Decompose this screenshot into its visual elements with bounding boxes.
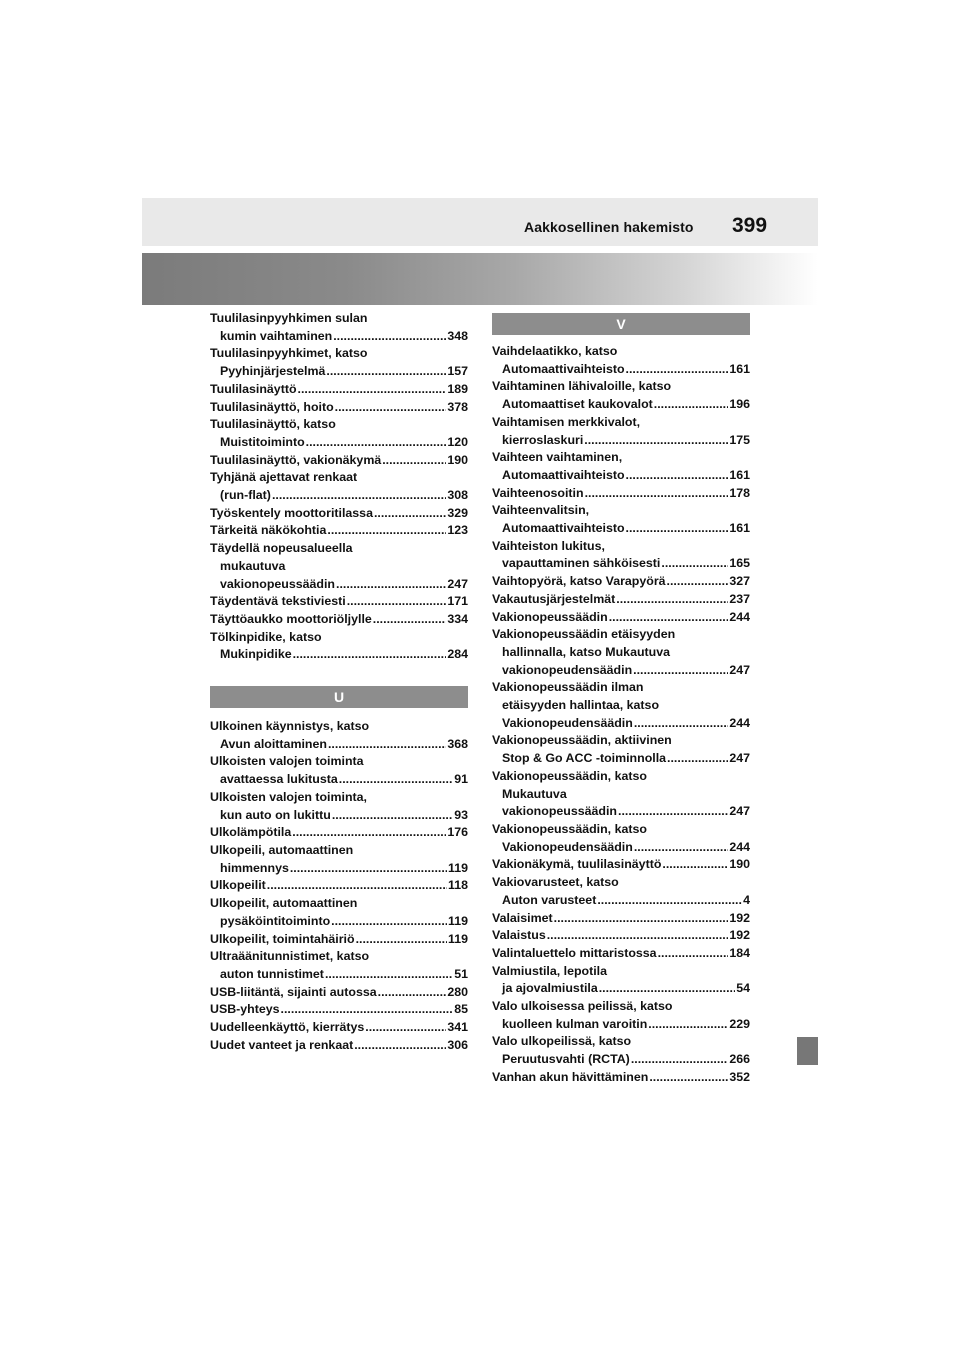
index-page-reference: 247 bbox=[729, 804, 750, 819]
index-entry-text: Pyyhinjärjestelmä bbox=[220, 364, 326, 379]
index-entry-text: Valo ulkopeilissä, katso bbox=[492, 1034, 632, 1049]
index-page-reference: 91 bbox=[454, 772, 468, 787]
index-entry-leader-row bbox=[492, 432, 750, 450]
dot-leader bbox=[327, 522, 446, 540]
dot-leader bbox=[325, 966, 453, 984]
index-entry bbox=[492, 626, 750, 679]
index-page-reference: 161 bbox=[729, 361, 750, 376]
index-page-reference: 161 bbox=[729, 521, 750, 536]
dot-leader bbox=[584, 432, 728, 450]
index-entry bbox=[210, 469, 468, 504]
index-entry bbox=[210, 895, 468, 930]
index-entry bbox=[210, 505, 468, 523]
dot-leader bbox=[281, 1001, 454, 1019]
index-entry bbox=[210, 877, 468, 895]
index-entry-leader-row bbox=[492, 1069, 750, 1087]
index-entry-leader-row bbox=[210, 399, 468, 417]
dot-leader bbox=[292, 824, 446, 842]
index-entry bbox=[210, 522, 468, 540]
index-entry bbox=[210, 842, 468, 877]
index-entry-text: Vakionopeudensäädin bbox=[502, 715, 633, 730]
index-entry-text: Auton varusteet bbox=[502, 892, 597, 907]
index-entry-text: Tyhjänä ajettavat renkaat bbox=[210, 470, 358, 485]
dot-leader bbox=[654, 396, 729, 414]
index-entry-text: Tuulilasinäyttö bbox=[210, 381, 297, 396]
index-entry-text: Vakionopeussäädin bbox=[492, 609, 608, 624]
index-entry-text: vakionopeussäädin bbox=[220, 576, 335, 591]
index-page-reference: 161 bbox=[729, 467, 750, 482]
dot-leader bbox=[374, 505, 446, 523]
decorative-gradient-band bbox=[142, 253, 818, 305]
index-page-reference: 247 bbox=[729, 751, 750, 766]
index-entry-text: vapauttaminen sähköisesti bbox=[502, 556, 661, 571]
dot-leader bbox=[667, 573, 729, 591]
dot-leader bbox=[354, 1037, 446, 1055]
index-page-reference: 247 bbox=[447, 576, 468, 591]
index-entry-text: Muistitoiminto bbox=[220, 434, 305, 449]
dot-leader bbox=[631, 1051, 729, 1069]
dot-leader bbox=[267, 877, 447, 895]
index-page-reference: 120 bbox=[447, 434, 468, 449]
index-entry-text: pysäköintitoiminto bbox=[220, 913, 331, 928]
dot-leader bbox=[382, 452, 446, 470]
index-entry-leader-row bbox=[492, 1051, 750, 1069]
index-entry-text: Tuulilasinäyttö, hoito bbox=[210, 399, 334, 414]
index-entry-text: Vakionopeussäädin, katso bbox=[492, 821, 647, 836]
index-entry-text: Automaattivaihteisto bbox=[502, 361, 625, 376]
index-page-reference: 190 bbox=[729, 857, 750, 872]
index-entry-text: Työskentely moottoritilassa bbox=[210, 505, 373, 520]
dot-leader bbox=[339, 771, 453, 789]
index-entry bbox=[492, 945, 750, 963]
dot-leader bbox=[333, 328, 446, 346]
dot-leader bbox=[332, 807, 453, 825]
index-page-reference: 192 bbox=[729, 928, 750, 943]
index-entry-leader-row bbox=[210, 824, 468, 842]
index-page-reference: 157 bbox=[447, 364, 468, 379]
index-entry-text: Uudet vanteet ja renkaat bbox=[210, 1037, 354, 1052]
index-page-reference: 118 bbox=[448, 878, 468, 893]
index-entry-text: vakionopeussäädin bbox=[502, 804, 617, 819]
dot-leader bbox=[633, 662, 728, 680]
index-entry bbox=[210, 1037, 468, 1055]
index-entry-leader-row bbox=[210, 522, 468, 540]
index-entry-leader-row bbox=[492, 555, 750, 573]
index-entry-leader-row bbox=[210, 736, 468, 754]
index-entry bbox=[492, 485, 750, 503]
dot-leader bbox=[618, 803, 728, 821]
index-page-reference: 308 bbox=[447, 488, 468, 503]
index-entry bbox=[210, 452, 468, 470]
index-entry bbox=[210, 1019, 468, 1037]
index-entry-text: Vaihtaminen lähivaloille, katso bbox=[492, 379, 672, 394]
index-entry bbox=[492, 732, 750, 767]
index-entry bbox=[492, 821, 750, 856]
index-page-reference: 247 bbox=[729, 662, 750, 677]
index-entry-text: Vaihteiston lukitus, bbox=[492, 538, 605, 553]
dot-leader bbox=[554, 910, 729, 928]
index-page-reference: 93 bbox=[454, 807, 468, 822]
dot-leader bbox=[365, 1019, 446, 1037]
index-entry bbox=[210, 984, 468, 1002]
index-entry-text: avattaessa lukitusta bbox=[220, 772, 338, 787]
dot-leader bbox=[648, 1016, 728, 1034]
index-page-reference: 165 bbox=[729, 556, 750, 571]
index-page-reference: 244 bbox=[729, 609, 750, 624]
index-entry-text: Vakionopeussäädin, aktiivinen bbox=[492, 733, 672, 748]
index-entry-text: Automaattivaihteisto bbox=[502, 467, 625, 482]
index-entry-leader-row bbox=[492, 856, 750, 874]
index-entry-text: Vakionopeudensäädin bbox=[502, 839, 633, 854]
index-entry bbox=[210, 399, 468, 417]
index-page-reference: 85 bbox=[454, 1002, 468, 1017]
index-entry bbox=[210, 789, 468, 824]
index-entry-leader-row bbox=[492, 910, 750, 928]
index-entry-text: Ulkopeilit, toimintahäiriö bbox=[210, 931, 355, 946]
index-entry-text: Vaihteenvalitsin, bbox=[492, 503, 590, 518]
index-entry-leader-row bbox=[492, 1016, 750, 1034]
index-entry-text: Ulkopeili, automaattinen bbox=[210, 842, 354, 857]
index-entry bbox=[210, 593, 468, 611]
index-entry-text: Automaattiset kaukovalot bbox=[502, 397, 653, 412]
index-page-reference: 306 bbox=[447, 1037, 468, 1052]
index-page-reference: 334 bbox=[447, 611, 468, 626]
dot-leader bbox=[331, 913, 447, 931]
index-entry-text: USB-yhteys bbox=[210, 1002, 280, 1017]
dot-leader bbox=[597, 892, 742, 910]
index-entry-text: Ultraäänitunnistimet, katso bbox=[210, 949, 370, 964]
index-entry bbox=[210, 753, 468, 788]
index-entry-text: Täydentävä tekstiviesti bbox=[210, 594, 346, 609]
index-entry-text: Peruutusvahti (RCTA) bbox=[502, 1052, 630, 1067]
index-page-reference: 244 bbox=[729, 839, 750, 854]
dot-leader bbox=[626, 467, 729, 485]
index-entry-leader-row bbox=[210, 984, 468, 1002]
index-entry-text: Valmiustila, lepotila bbox=[492, 963, 607, 978]
dot-leader bbox=[347, 593, 447, 611]
index-page-reference: 284 bbox=[447, 647, 468, 662]
index-entry-leader-row bbox=[492, 803, 750, 821]
section-heading-v: V bbox=[492, 313, 750, 335]
index-entry bbox=[492, 768, 750, 821]
index-entry bbox=[492, 910, 750, 928]
dot-leader bbox=[328, 736, 446, 754]
index-entry-text: Tuulilasinäyttö, katso bbox=[210, 417, 336, 432]
index-page-reference: 341 bbox=[447, 1020, 468, 1035]
page-number: 399 bbox=[732, 214, 768, 237]
index-entry-leader-row bbox=[210, 931, 468, 949]
index-entry-leader-row bbox=[210, 1037, 468, 1055]
index-entry-leader-row bbox=[492, 467, 750, 485]
index-entry bbox=[492, 449, 750, 484]
index-column-left bbox=[210, 310, 468, 1054]
index-entry-text: kumin vaihtaminen bbox=[220, 328, 333, 343]
dot-leader bbox=[649, 1069, 728, 1087]
dot-leader bbox=[306, 434, 447, 452]
index-page-reference: 378 bbox=[447, 399, 468, 414]
entry-list-t bbox=[210, 310, 468, 664]
index-page-reference: 244 bbox=[729, 715, 750, 730]
index-page-reference: 119 bbox=[448, 913, 468, 928]
index-entry-text: Ulkopeilit, automaattinen bbox=[210, 896, 358, 911]
index-page-reference: 51 bbox=[454, 966, 468, 981]
index-entry-text: Tärkeitä näkökohtia bbox=[210, 523, 327, 538]
index-page-reference: 171 bbox=[447, 594, 468, 609]
index-entry bbox=[210, 824, 468, 842]
dot-leader bbox=[290, 860, 447, 878]
index-entry-leader-row bbox=[492, 839, 750, 857]
index-page-reference: 280 bbox=[447, 984, 468, 999]
index-entry-leader-row bbox=[210, 1019, 468, 1037]
index-entry-text: Ulkoinen käynnistys, katso bbox=[210, 719, 370, 734]
index-entry-text: Vaihdelaatikko, katso bbox=[492, 344, 618, 358]
dot-leader bbox=[661, 555, 728, 573]
index-entry-leader-row bbox=[210, 452, 468, 470]
index-entry-leader-row bbox=[210, 381, 468, 399]
index-entry bbox=[210, 718, 468, 753]
dot-leader bbox=[634, 839, 728, 857]
index-entry-leader-row bbox=[210, 576, 468, 594]
index-entry bbox=[210, 345, 468, 380]
index-entry-leader-row bbox=[492, 927, 750, 945]
index-entry-text: Valintaluettelo mittaristossa bbox=[492, 945, 657, 960]
index-entry bbox=[492, 591, 750, 609]
index-entry bbox=[492, 927, 750, 945]
dot-leader bbox=[626, 361, 729, 379]
dot-leader bbox=[272, 487, 446, 505]
index-column-right bbox=[492, 313, 750, 1087]
index-entry bbox=[210, 931, 468, 949]
header-bar bbox=[142, 198, 818, 246]
index-entry bbox=[492, 1033, 750, 1068]
dot-leader bbox=[547, 927, 729, 945]
dot-leader bbox=[585, 485, 729, 503]
index-entry-leader-row bbox=[492, 609, 750, 627]
dot-leader bbox=[293, 646, 447, 664]
index-entry-leader-row bbox=[492, 945, 750, 963]
dot-leader bbox=[599, 980, 735, 998]
index-entry-leader-row bbox=[210, 646, 468, 664]
index-entry-leader-row bbox=[210, 363, 468, 381]
index-entry-leader-row bbox=[210, 807, 468, 825]
dot-leader bbox=[667, 750, 728, 768]
index-entry-leader-row bbox=[210, 860, 468, 878]
index-entry-leader-row bbox=[210, 1001, 468, 1019]
index-page-reference: 54 bbox=[736, 981, 750, 996]
index-entry-leader-row bbox=[210, 593, 468, 611]
index-entry-leader-row bbox=[210, 487, 468, 505]
index-page-reference: 348 bbox=[447, 328, 468, 343]
index-entry-text: himmennys bbox=[220, 860, 289, 875]
index-entry-text: Vaihtamisen merkkivalot, bbox=[492, 414, 641, 429]
index-entry-text: USB-liitäntä, sijainti autossa bbox=[210, 984, 377, 999]
dot-leader bbox=[336, 576, 446, 594]
index-entry bbox=[210, 540, 468, 593]
dot-leader bbox=[616, 591, 728, 609]
index-entry-text: Ulkoisten valojen toiminta, bbox=[210, 789, 367, 804]
index-entry-text: kuolleen kulman varoitin bbox=[502, 1016, 648, 1031]
index-entry-text: Vakautusjärjestelmät bbox=[492, 591, 616, 606]
index-entry-leader-row bbox=[492, 662, 750, 680]
index-entry bbox=[492, 502, 750, 537]
index-entry-text: Täydellä nopeusalueella bbox=[210, 541, 353, 556]
index-entry bbox=[210, 629, 468, 664]
index-entry-leader-row bbox=[210, 434, 468, 452]
index-page-reference: 175 bbox=[729, 432, 750, 447]
index-entry-leader-row bbox=[210, 913, 468, 931]
index-page-reference: 123 bbox=[447, 523, 468, 538]
index-page-reference: 119 bbox=[448, 860, 468, 875]
index-entry-text: Vanhan akun hävittäminen bbox=[492, 1069, 649, 1084]
chapter-side-tab bbox=[797, 1037, 818, 1065]
index-entry-leader-row bbox=[492, 591, 750, 609]
dot-leader bbox=[658, 945, 729, 963]
index-entry-text: Ulkopeilit bbox=[210, 878, 266, 893]
index-entry-leader-row bbox=[492, 361, 750, 379]
index-entry-text: Tölkinpidike, katso bbox=[210, 629, 322, 644]
index-entry-text: Ulkolämpötila bbox=[210, 825, 292, 840]
index-entry bbox=[210, 611, 468, 629]
index-entry bbox=[492, 856, 750, 874]
index-entry-text: hallinnalla, katso Mukautuva bbox=[502, 644, 671, 659]
index-entry-text: Tuulilasinpyyhkimet, katso bbox=[210, 346, 368, 361]
entry-list-v bbox=[492, 343, 750, 1087]
index-entry-leader-row bbox=[210, 611, 468, 629]
index-entry-leader-row bbox=[492, 396, 750, 414]
index-entry-leader-row bbox=[210, 771, 468, 789]
index-entry bbox=[492, 998, 750, 1033]
index-page-reference: 352 bbox=[729, 1069, 750, 1084]
index-page-reference: 192 bbox=[729, 910, 750, 925]
index-entry-text: Avun aloittaminen bbox=[220, 736, 327, 751]
index-entry-text: Ulkoisten valojen toiminta bbox=[210, 754, 364, 769]
index-entry-text: Vaihteenosoitin bbox=[492, 485, 584, 500]
index-entry bbox=[492, 609, 750, 627]
running-header-title: Aakkosellinen hakemisto bbox=[524, 219, 694, 235]
index-entry-text: Valaistus bbox=[492, 928, 546, 943]
index-entry bbox=[210, 381, 468, 399]
index-entry-text: mukautuva bbox=[220, 558, 286, 573]
index-entry bbox=[492, 378, 750, 413]
index-entry-text: Vakiovarusteet, katso bbox=[492, 875, 619, 890]
index-entry-text: etäisyyden hallintaa, katso bbox=[502, 698, 660, 713]
index-entry-text: Vakionopeussäädin ilman bbox=[492, 680, 644, 695]
index-entry-leader-row bbox=[210, 505, 468, 523]
dot-leader bbox=[626, 520, 729, 538]
index-entry-text: kun auto on lukittu bbox=[220, 807, 331, 822]
section-heading-u: U bbox=[210, 686, 468, 708]
index-entry bbox=[492, 343, 750, 378]
index-entry-text: Uudelleenkäyttö, kierrätys bbox=[210, 1020, 365, 1035]
index-entry-text: Automaattivaihteisto bbox=[502, 521, 625, 536]
index-entry bbox=[210, 948, 468, 983]
index-entry-text: Vakionopeussäädin, katso bbox=[492, 768, 647, 783]
index-entry bbox=[492, 414, 750, 449]
index-page-reference: 119 bbox=[448, 931, 468, 946]
dot-leader bbox=[373, 611, 447, 629]
index-entry bbox=[492, 679, 750, 732]
index-entry bbox=[492, 1069, 750, 1087]
index-page-reference: 229 bbox=[729, 1016, 750, 1031]
index-page-reference: 190 bbox=[447, 452, 468, 467]
index-entry-leader-row bbox=[210, 328, 468, 346]
index-page-reference: 196 bbox=[729, 397, 750, 412]
index-entry-text: auton tunnistimet bbox=[220, 966, 324, 981]
index-page-reference: 189 bbox=[447, 381, 468, 396]
index-page-reference: 184 bbox=[729, 945, 750, 960]
index-page-reference: 368 bbox=[447, 736, 468, 751]
index-entry bbox=[210, 310, 468, 345]
index-entry-leader-row bbox=[492, 485, 750, 503]
index-entry-text: vakionopeudensäädin bbox=[502, 662, 633, 677]
dot-leader bbox=[356, 931, 447, 949]
index-entry-text: Tuulilasinäyttö, vakionäkymä bbox=[210, 452, 382, 467]
index-entry-text: Täyttöaukko moottoriöljylle bbox=[210, 611, 372, 626]
index-entry-leader-row bbox=[210, 877, 468, 895]
index-page-reference: 266 bbox=[729, 1052, 750, 1067]
index-entry-leader-row bbox=[492, 715, 750, 733]
index-entry-leader-row bbox=[492, 980, 750, 998]
index-page-reference: 4 bbox=[743, 892, 750, 907]
index-entry bbox=[492, 538, 750, 573]
index-entry-leader-row bbox=[210, 966, 468, 984]
index-entry-text: ja ajovalmiustila bbox=[502, 981, 598, 996]
index-entry-leader-row bbox=[492, 892, 750, 910]
index-page-reference: 237 bbox=[729, 591, 750, 606]
index-entry bbox=[210, 416, 468, 451]
index-entry bbox=[492, 874, 750, 909]
index-entry-text: Valaisimet bbox=[492, 910, 553, 925]
index-entry-text: Tuulilasinpyyhkimen sulan bbox=[210, 311, 368, 325]
index-entry-text: Mukinpidike bbox=[220, 647, 292, 662]
index-entry bbox=[210, 1001, 468, 1019]
index-entry-text: Stop & Go ACC -toiminnolla bbox=[502, 751, 667, 766]
dot-leader bbox=[298, 381, 447, 399]
index-page-reference: 329 bbox=[447, 505, 468, 520]
index-entry-text: kierroslaskuri bbox=[502, 432, 584, 447]
index-entry-leader-row bbox=[492, 520, 750, 538]
dot-leader bbox=[662, 856, 728, 874]
dot-leader bbox=[378, 984, 447, 1002]
index-entry-leader-row bbox=[492, 573, 750, 591]
entry-list-u bbox=[210, 718, 468, 1054]
index-entry-leader-row bbox=[492, 750, 750, 768]
dot-leader bbox=[609, 609, 729, 627]
index-page-reference: 327 bbox=[729, 574, 750, 589]
index-entry-text: Vaihteen vaihtaminen, bbox=[492, 450, 623, 465]
index-page-reference: 178 bbox=[729, 485, 750, 500]
dot-leader bbox=[634, 715, 728, 733]
index-entry-text: Vaihtopyörä, katso Varapyörä bbox=[492, 574, 666, 589]
index-entry-text: Vakionopeussäädin etäisyyden bbox=[492, 627, 676, 642]
index-entry bbox=[492, 963, 750, 998]
index-entry-text: Vakionäkymä, tuulilasinäyttö bbox=[492, 857, 662, 872]
dot-leader bbox=[326, 363, 446, 381]
index-entry bbox=[492, 573, 750, 591]
dot-leader bbox=[335, 399, 447, 417]
index-entry-text: (run-flat) bbox=[220, 488, 271, 503]
index-page-reference: 176 bbox=[447, 825, 468, 840]
index-entry-text: Mukautuva bbox=[502, 786, 567, 801]
index-entry-text: Valo ulkoisessa peilissä, katso bbox=[492, 999, 673, 1014]
